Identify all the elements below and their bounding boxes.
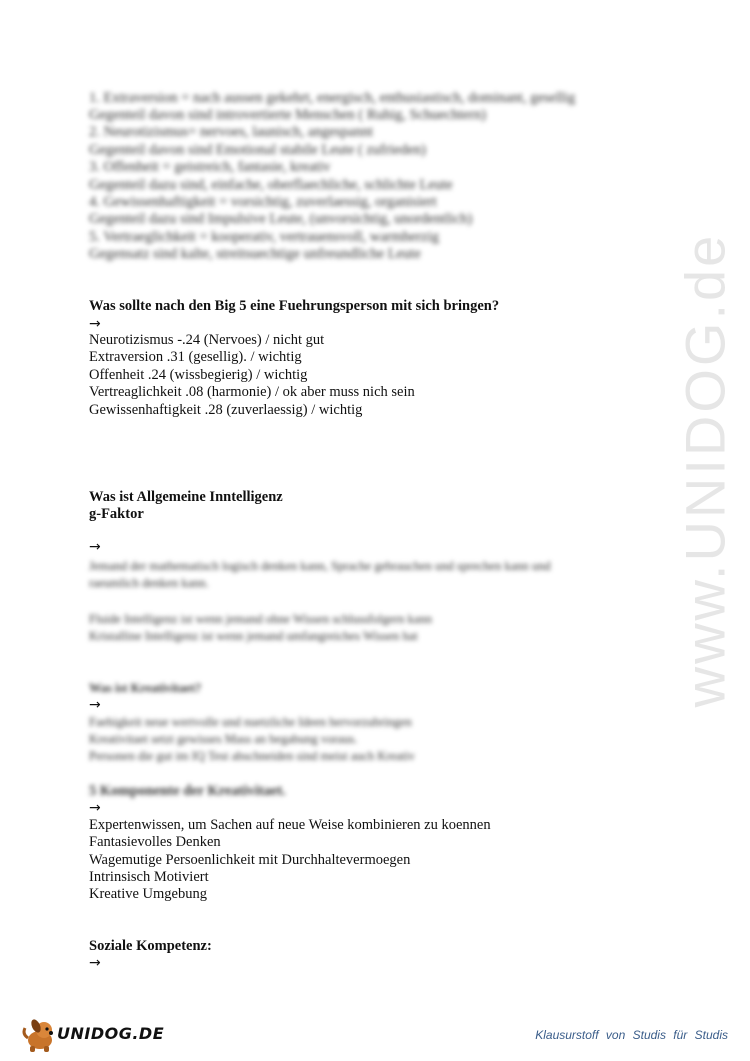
blurred-line: raeumlich denken kann. bbox=[89, 576, 209, 590]
section-heading: Was ist Allgemeine Inntelligenz bbox=[89, 489, 283, 505]
list-item: Intrinsisch Motiviert bbox=[89, 869, 209, 885]
list-item: Vertreaglichkeit .08 (harmonie) / ok aber muss nich sein bbox=[89, 384, 415, 400]
arrow-icon: → bbox=[89, 316, 101, 332]
blurred-line: Kristalline Intelligenz ist wenn jemand umfangreiches Wissen hat bbox=[89, 629, 418, 643]
section-heading: Soziale Kompetenz: bbox=[89, 938, 212, 954]
blurred-line: Gegenteil davon sind introvertierte Menschen ( Ruhig, Schuechtern) bbox=[89, 107, 487, 123]
blurred-line: Gegenteil davon sind Emotional stabile Leute ( zufrieden) bbox=[89, 142, 427, 158]
list-item: Gewissenhaftigkeit .28 (zuverlaessig) / wichtig bbox=[89, 402, 363, 418]
logo-text: UNIDOG.DE bbox=[57, 1024, 165, 1043]
list-item: Expertenwissen, um Sachen auf neue Weise kombinieren zu koennen bbox=[89, 817, 491, 833]
blurred-line: 3. Offenheit = geistreich, fantasie, kreativ bbox=[89, 159, 331, 175]
section-heading: Was ist Kreativitaet? bbox=[89, 681, 202, 695]
arrow-icon: → bbox=[89, 800, 101, 816]
arrow-icon: → bbox=[89, 697, 101, 713]
list-item: Offenheit .24 (wissbegierig) / wichtig bbox=[89, 367, 308, 383]
list-item: Neurotizismus -.24 (Nervoes) / nicht gut bbox=[89, 332, 325, 348]
section-heading: 5 Komponente der Kreativitaet. bbox=[89, 783, 286, 799]
blurred-line: Gegenteil dazu sind, einfache, oberflaechliche, schlichte Leute bbox=[89, 177, 453, 193]
list-item: Kreative Umgebung bbox=[89, 886, 207, 902]
list-item: Fantasievolles Denken bbox=[89, 834, 221, 850]
blurred-line: Fluide Intelligenz ist wenn jemand ohne Wissen schlussfolgern kann bbox=[89, 612, 432, 626]
blurred-line: Faehigkeit neue wertvolle und nuetzliche Ideen hervorzubringen bbox=[89, 715, 412, 729]
blurred-line: Personen die gut im IQ Test abschneiden sind meist auch Kreativ bbox=[89, 749, 415, 763]
list-item: Wagemutige Persoenlichkeit mit Durchhaltevermoegen bbox=[89, 852, 411, 868]
blurred-line: Gegensatz sind kalte, streitsuechtige unfreundliche Leute bbox=[89, 246, 421, 262]
arrow-icon: → bbox=[89, 539, 101, 555]
watermark: www.UNIDOG.de bbox=[673, 232, 737, 708]
blurred-line: Kreativitaet setzt gewisses Mass an begabung voraus. bbox=[89, 732, 358, 746]
blurred-line: 1. Extraversion = nach aussen gekehrt, energisch, enthusiastisch, dominant, gesellig bbox=[89, 90, 576, 106]
list-item: Extraversion .31 (gesellig). / wichtig bbox=[89, 349, 302, 365]
section-subheading: g-Faktor bbox=[89, 506, 144, 522]
blurred-line: 5. Vertraeglichkeit = kooperativ, vertrauensvoll, warmherzig bbox=[89, 229, 440, 245]
arrow-icon: → bbox=[89, 955, 101, 971]
section-heading: Was sollte nach den Big 5 eine Fuehrungsperson mit sich bringen? bbox=[89, 298, 500, 314]
footer-tagline: Klausurstoff von Studis für Studis bbox=[535, 1028, 728, 1042]
blurred-line: 2. Neurotizismus= nervoes, launisch, angespannt bbox=[89, 124, 374, 140]
blurred-line: 4. Gewissenhaftigkeit = vorsichtig, zuverlaessig, organisiert bbox=[89, 194, 437, 210]
blurred-line: Gegenteil dazu sind Impulsive Leute, (unvorsichtig, unordentlich) bbox=[89, 211, 473, 227]
blurred-line: Jemand der mathematisch logisch denken kann, Sprache gebrauchen und sprechen kann und bbox=[89, 559, 551, 573]
